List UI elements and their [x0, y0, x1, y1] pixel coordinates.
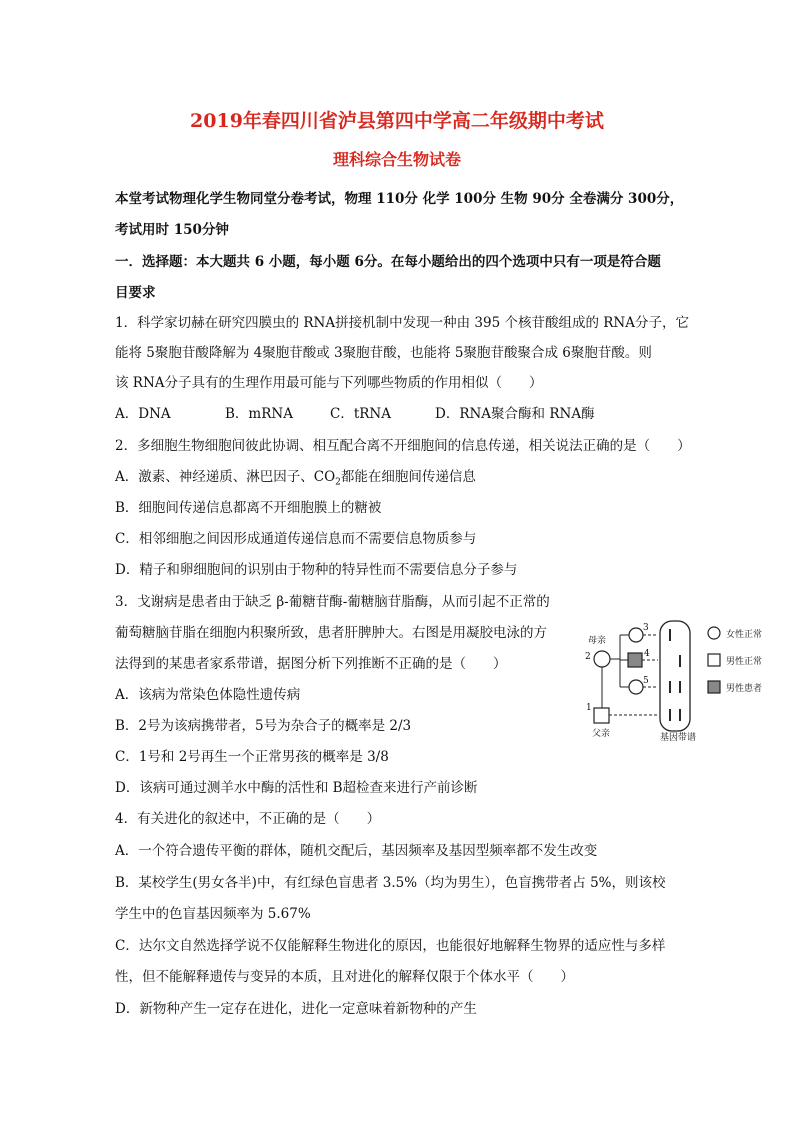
band-label: 基因带谱: [660, 733, 697, 743]
intro-line: 本堂考试物理化学生物同堂分卷考试，物理 110分 化学 100分 生物 90分 全卷满分 300分，: [115, 191, 684, 207]
option-c[interactable]: C．tRNA: [330, 406, 391, 422]
option-b[interactable]: B．细胞间传递信息都离不开细胞膜上的糖被: [115, 500, 382, 516]
pedigree-figure: [580, 615, 780, 743]
pedigree-number: 4: [644, 649, 650, 659]
question-1-stem: 1．科学家切赫在研究四膜虫的 RNA拼接机制中发现一种由 395 个核苷酸组成的 RNA分子，它: [115, 315, 689, 331]
question-1-stem: 能将 5聚胞苷酸降解为 4聚胞苷酸或 3聚胞苷酸，也能将 5聚胞苷酸聚合成 6聚胞苷酸。则: [115, 345, 652, 361]
child-3-symbol: [629, 628, 643, 642]
option-d[interactable]: D．精子和卵细胞间的识别由于物种的特异性而不需要信息分子参与: [115, 562, 518, 578]
intro-line: 考试用时 150分钟: [115, 222, 229, 238]
pedigree-number: 5: [643, 676, 649, 686]
option-a[interactable]: A．该病为常染色体隐性遗传病: [115, 687, 301, 703]
section-heading: 目要求: [115, 285, 156, 301]
option-b[interactable]: B．某校学生(男女各半)中，有红绿色盲患者 3.5%（均为男生），色盲携带者占 5%，则该校: [115, 875, 666, 891]
option-d[interactable]: D．RNA聚合酶和 RNA酶: [435, 406, 595, 422]
question-3-stem: 3．戈谢病是患者由于缺乏 β-葡糖苷酶-葡糖脑苷脂酶，从而引起不正常的: [115, 594, 550, 610]
child-5-symbol: [629, 680, 643, 694]
option-c-cont: 性，但不能解释遗传与变异的本质，且对进化的解释仅限于个体水平（ ）: [115, 969, 574, 985]
pedigree-number: 3: [643, 623, 649, 633]
option-d[interactable]: D．该病可通过测羊水中酶的活性和 B超检查来进行产前诊断: [115, 780, 478, 796]
section-heading: 一．选择题：本大题共 6 小题，每小题 6分。在每小题给出的四个选项中只有一项是符合题: [115, 254, 661, 270]
mother-label: 母亲: [588, 636, 607, 646]
option-c[interactable]: C．达尔文自然选择学说不仅能解释生物进化的原因，也能很好地解释生物界的适应性与多样: [115, 938, 666, 954]
legend-male-affected: 男性患者: [726, 684, 763, 694]
gel-outline: [660, 621, 690, 731]
exam-title: 2019年春四川省泸县第四中学高二年级期中考试: [190, 110, 604, 132]
question-3-stem: 葡萄糖脑苷脂在细胞内积聚所致，患者肝脾肿大。右图是用凝胶电泳的方: [115, 625, 547, 641]
pedigree-number: 1: [586, 703, 592, 713]
question-1-options: [115, 404, 595, 424]
option-c[interactable]: C．1号和 2号再生一个正常男孩的概率是 3/8: [115, 749, 389, 765]
option-a[interactable]: A．一个符合遗传平衡的群体，随机交配后，基因频率及基因型频率都不发生改变: [115, 843, 598, 859]
legend-male-normal: 男性正常: [726, 657, 763, 667]
option-c[interactable]: C．相邻细胞之间因形成通道传递信息而不需要信息物质参与: [115, 531, 477, 547]
option-d[interactable]: D．新物种产生一定存在进化，进化一定意味着新物种的产生: [115, 1001, 477, 1017]
option-a[interactable]: A．激素、神经递质、淋巴因子、$CO_2$都能在细胞间传递信息: [115, 469, 476, 488]
question-3-stem: 法得到的某患者家系带谱，据图分析下列推断不正确的是（ ）: [115, 656, 507, 672]
pedigree-number: 2: [585, 652, 591, 662]
father-label: 父亲: [592, 729, 611, 739]
exam-subtitle: 理科综合生物试卷: [332, 150, 461, 169]
child-4-symbol: [628, 653, 642, 667]
option-b[interactable]: B．2号为该病携带者，5号为杂合子的概率是 2/3: [115, 718, 412, 734]
option-b-cont: 学生中的色盲基因频率为 5.67%: [115, 906, 311, 922]
question-4-stem: 4．有关进化的叙述中，不正确的是（ ）: [115, 811, 381, 827]
question-1-stem: 该 RNA分子具有的生理作用最可能与下列哪些物质的作用相似（ ）: [115, 375, 543, 391]
legend-female-normal: 女性正常: [726, 630, 763, 640]
question-2-stem: 2．多细胞生物细胞间彼此协调、相互配合离不开细胞间的信息传递，相关说法正确的是（ ）: [115, 438, 691, 454]
mother-symbol: [594, 651, 610, 667]
option-a[interactable]: A．DNA: [115, 406, 171, 422]
father-symbol: [594, 708, 609, 723]
option-b[interactable]: B．mRNA: [225, 406, 293, 422]
